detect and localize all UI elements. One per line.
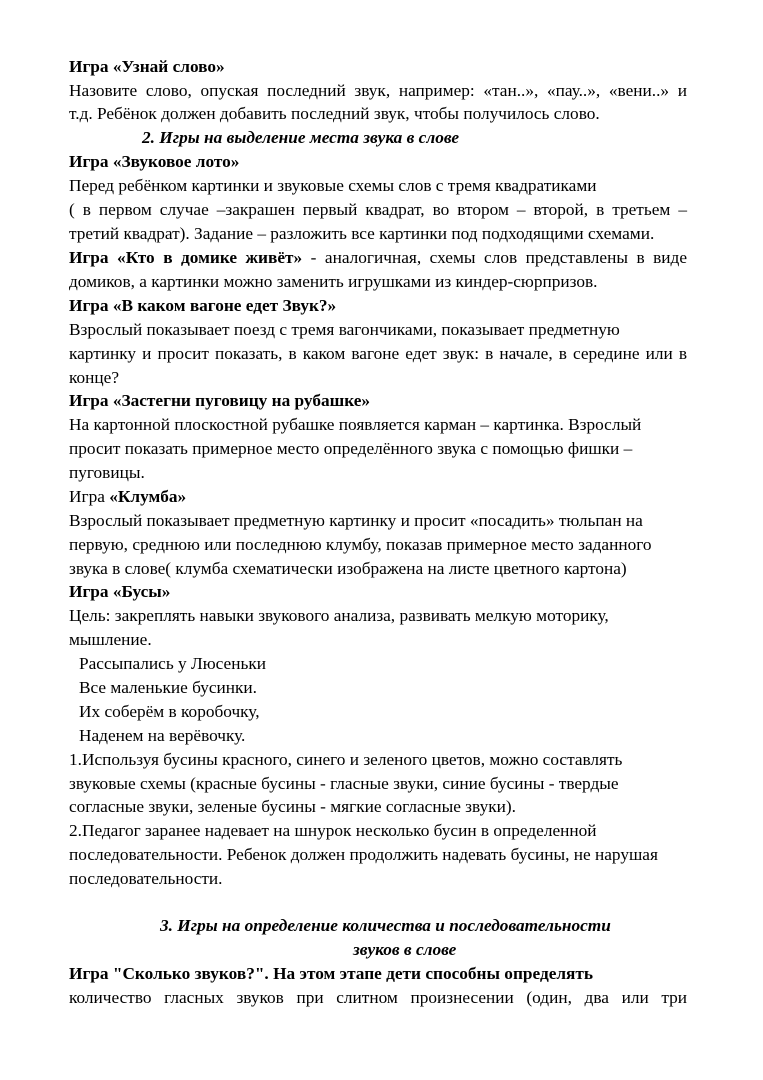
paragraph-line: Взрослый показывает поезд с тремя вагончиками, показывает предметную (69, 320, 620, 339)
paragraph-line: звука в слове( клумба схематически изображена на листе цветного картона) (69, 559, 627, 578)
paragraph-line: звуковые схемы (красные бусины - гласные звуки, синие бусины - твердые (69, 774, 619, 793)
paragraph-line: ( в первом случае –закрашен первый квадрат, во втором – второй, в третьем – (69, 200, 687, 219)
section-heading-3-cont: звуков в слове (353, 940, 457, 959)
paragraph-line: т.д. Ребёнок должен добавить последний звук, чтобы получилось слово. (69, 104, 600, 123)
game-title-skolko-zvukov: Игра "Сколько звуков?". На этом этапе дети способны определять (69, 964, 594, 983)
game-title-zvukovoe-loto: Игра «Звуковое лото» (69, 152, 240, 171)
game-title-klumba: «Клумба» (109, 487, 187, 506)
paragraph-line (69, 246, 687, 270)
paragraph-line: картинку и просит показать, в каком вагоне едет звук: в начале, в середине или в (69, 344, 687, 363)
game-title-busy: Игра «Бусы» (69, 582, 171, 601)
game-title-zastegni-pugovitsu: Игра «Застегни пуговицу на рубашке» (69, 391, 371, 410)
game-prefix: Игра (69, 487, 110, 506)
paragraph-line: первую, среднюю или последнюю клумбу, показав примерное место заданного (69, 535, 652, 554)
paragraph-line: пуговицы. (69, 463, 145, 482)
paragraph-line: количество гласных звуков при слитном произнесении (один, два или три (69, 988, 687, 1007)
paragraph-line: Назовите слово, опуская последний звук, например: «тан..», «пау..», «вени..» и (69, 81, 687, 100)
game-title-klumba-line (69, 485, 186, 509)
paragraph-line: просит показать примерное место определённого звука с помощью фишки – (69, 439, 633, 458)
paragraph-line: конце? (69, 368, 119, 387)
game-title-uznai-slovo: Игра «Узнай слово» (69, 57, 225, 76)
poem-line: Все маленькие бусинки. (79, 678, 258, 697)
poem-line: Их соберём в коробочку, (79, 702, 260, 721)
poem-line: Наденем на верёвочку. (79, 726, 246, 745)
game-title-v-kakom-vagone: Игра «В каком вагоне едет Звук?» (69, 296, 337, 315)
game-title-kto-v-domike: Игра «Кто в домике живёт» (69, 248, 303, 267)
paragraph-line: На картонной плоскостной рубашке появляется карман – картинка. Взрослый (69, 415, 642, 434)
game-description: - аналогичная, схемы слов представлены в виде (302, 248, 687, 267)
section-heading-2: 2. Игры на выделение места звука в слове (142, 128, 460, 147)
paragraph-line: Цель: закреплять навыки звукового анализа, развивать мелкую моторику, (69, 606, 609, 625)
paragraph-line: домиков, а картинки можно заменить игрушками из киндер-сюрпризов. (69, 272, 598, 291)
paragraph-line: Перед ребёнком картинки и звуковые схемы слов с тремя квадратиками (69, 176, 597, 195)
paragraph-line: последовательности. (69, 869, 223, 888)
paragraph-line: Взрослый показывает предметную картинку и просит «посадить» тюльпан на (69, 511, 643, 530)
paragraph-line: мышление. (69, 630, 152, 649)
section-heading-3: 3. Игры на определение количества и последовательности (160, 916, 611, 935)
paragraph-line: 2.Педагог заранее надевает на шнурок несколько бусин в определенной (69, 821, 597, 840)
paragraph-line: согласные звуки, зеленые бусины - мягкие согласные звуки). (69, 797, 516, 816)
paragraph-line: третий квадрат). Задание – разложить все картинки под подходящими схемами. (69, 224, 655, 243)
poem-line: Рассыпались у Люсеньки (79, 654, 266, 673)
paragraph-line: 1.Используя бусины красного, синего и зеленого цветов, можно составлять (69, 750, 623, 769)
paragraph-line: последовательности. Ребенок должен продолжить надевать бусины, не нарушая (69, 845, 658, 864)
